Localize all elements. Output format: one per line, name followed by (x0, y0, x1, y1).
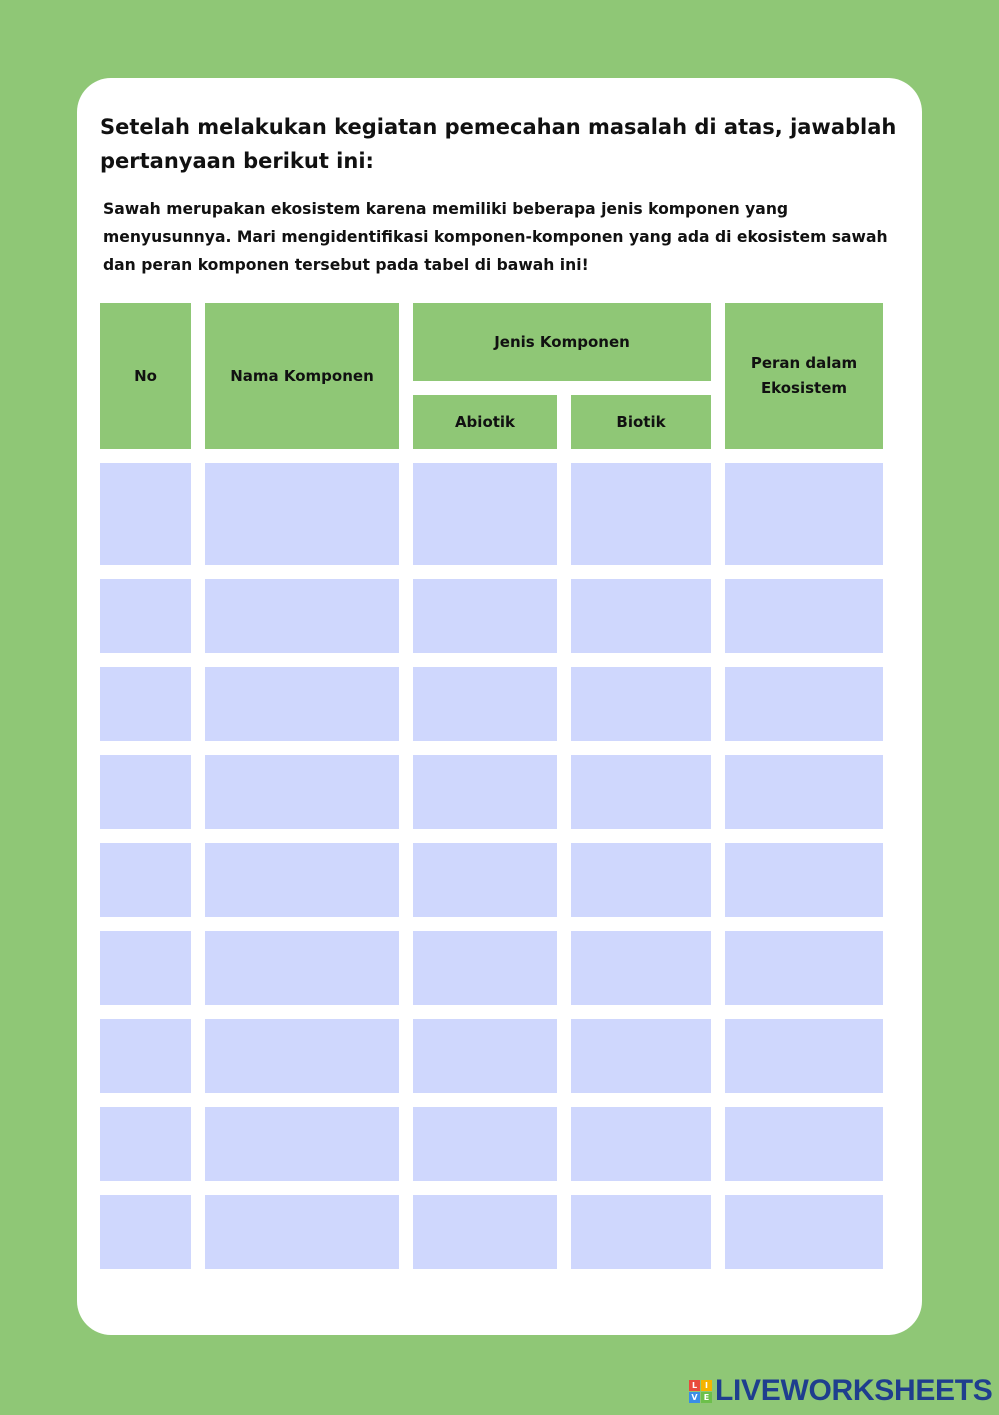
cell-nama-komponen[interactable] (205, 579, 399, 653)
cell-nama-komponen[interactable] (205, 1019, 399, 1093)
cell-biotik[interactable] (571, 667, 711, 741)
cell-no[interactable] (100, 579, 191, 653)
cell-nama-komponen[interactable] (205, 1107, 399, 1181)
cell-no[interactable] (100, 1107, 191, 1181)
logo-letter: V (689, 1392, 700, 1403)
cell-peran[interactable] (725, 1195, 883, 1269)
cell-abiotik[interactable] (413, 1019, 557, 1093)
cell-nama-komponen[interactable] (205, 843, 399, 917)
cell-abiotik[interactable] (413, 463, 557, 565)
cell-peran[interactable] (725, 931, 883, 1005)
cell-abiotik[interactable] (413, 667, 557, 741)
cell-biotik[interactable] (571, 755, 711, 829)
cell-biotik[interactable] (571, 1195, 711, 1269)
logo-letter: E (701, 1392, 712, 1403)
cell-abiotik[interactable] (413, 931, 557, 1005)
cell-biotik[interactable] (571, 579, 711, 653)
cell-peran[interactable] (725, 667, 883, 741)
logo-letter: L (689, 1380, 700, 1391)
page-title: Setelah melakukan kegiatan pemecahan masalah di atas, jawablah pertanyaan berikut ini: (100, 115, 897, 173)
cell-no[interactable] (100, 1019, 191, 1093)
logo-wordmark: LIVEWORKSHEETS (715, 1374, 993, 1407)
cell-peran[interactable] (725, 463, 883, 565)
liveworksheets-logo (689, 1373, 993, 1409)
instructions-text: Sawah merupakan ekosistem karena memiliki beberapa jenis komponen yang menyusunnya. Mari mengidentifikasi komponen-komponen yang ada di ekosistem sawah dan peran komponen tersebut pada tabel di bawah ini! (103, 200, 888, 274)
cell-no[interactable] (100, 755, 191, 829)
logo-letter: I (701, 1380, 712, 1391)
cell-peran[interactable] (725, 579, 883, 653)
header-abiotik: Abiotik (413, 395, 557, 449)
header-peran-dalam-ekosistem: Peran dalam Ekosistem (725, 303, 883, 449)
cell-biotik[interactable] (571, 931, 711, 1005)
cell-nama-komponen[interactable] (205, 931, 399, 1005)
cell-nama-komponen[interactable] (205, 1195, 399, 1269)
cell-biotik[interactable] (571, 1019, 711, 1093)
cell-biotik[interactable] (571, 463, 711, 565)
cell-abiotik[interactable] (413, 579, 557, 653)
cell-nama-komponen[interactable] (205, 463, 399, 565)
cell-abiotik[interactable] (413, 843, 557, 917)
cell-no[interactable] (100, 667, 191, 741)
cell-nama-komponen[interactable] (205, 755, 399, 829)
cell-peran[interactable] (725, 1019, 883, 1093)
cell-peran[interactable] (725, 843, 883, 917)
header-no: No (100, 303, 191, 449)
cell-biotik[interactable] (571, 843, 711, 917)
cell-peran[interactable] (725, 1107, 883, 1181)
cell-biotik[interactable] (571, 1107, 711, 1181)
cell-no[interactable] (100, 843, 191, 917)
header-nama-komponen: Nama Komponen (205, 303, 399, 449)
cell-peran[interactable] (725, 755, 883, 829)
cell-abiotik[interactable] (413, 755, 557, 829)
cell-no[interactable] (100, 1195, 191, 1269)
cell-abiotik[interactable] (413, 1107, 557, 1181)
cell-no[interactable] (100, 463, 191, 565)
cell-no[interactable] (100, 931, 191, 1005)
header-jenis-komponen: Jenis Komponen (413, 303, 711, 381)
cell-abiotik[interactable] (413, 1195, 557, 1269)
logo-squares (689, 1380, 712, 1403)
header-biotik: Biotik (571, 395, 711, 449)
cell-nama-komponen[interactable] (205, 667, 399, 741)
